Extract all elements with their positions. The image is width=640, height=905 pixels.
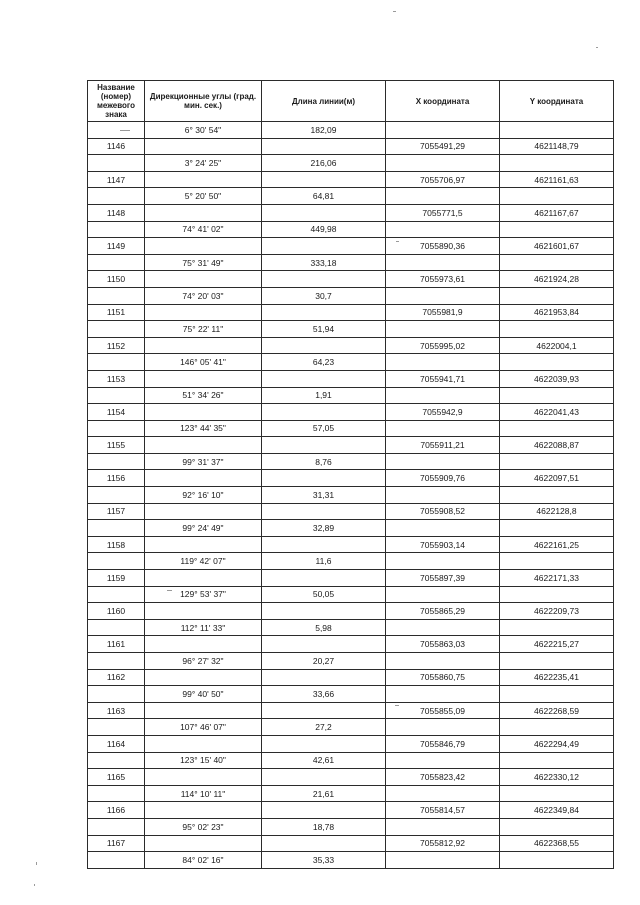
table-row-point — [88, 304, 614, 321]
table-body — [88, 122, 614, 869]
direction-angle-cell: 95° 02' 23" — [145, 818, 262, 835]
point-name-cell: 1153 — [88, 370, 145, 387]
point-name-cell: 1149 — [88, 238, 145, 255]
empty-cell — [386, 287, 500, 304]
empty-cell — [500, 818, 614, 835]
empty-cell — [386, 122, 500, 139]
point-name-cell: 1166 — [88, 802, 145, 819]
x-coordinate-cell: 7055942,9 — [386, 404, 500, 421]
line-length-cell: 1,91 — [262, 387, 386, 404]
y-coordinate-cell: 4622368,55 — [500, 835, 614, 852]
header-direction-angle: Дирекционные углы (град. мин. сек.) — [145, 81, 262, 122]
point-name-cell: 1158 — [88, 536, 145, 553]
table-row-segment — [88, 653, 614, 670]
table-row-point — [88, 802, 614, 819]
table-row-segment — [88, 686, 614, 703]
empty-cell — [500, 122, 614, 139]
point-name-cell: 1163 — [88, 702, 145, 719]
direction-angle-cell: 107° 46' 07" — [145, 719, 262, 736]
empty-cell — [145, 570, 262, 587]
line-length-cell: 33,66 — [262, 686, 386, 703]
table-header-row — [88, 81, 614, 122]
empty-cell — [145, 404, 262, 421]
y-coordinate-cell: 4622088,87 — [500, 437, 614, 454]
line-length-cell: 50,05 — [262, 586, 386, 603]
empty-cell — [88, 354, 145, 371]
empty-cell — [262, 404, 386, 421]
empty-cell — [500, 420, 614, 437]
empty-cell — [500, 287, 614, 304]
scan-speckle — [395, 705, 399, 706]
empty-cell — [386, 653, 500, 670]
empty-cell — [386, 354, 500, 371]
empty-cell — [386, 420, 500, 437]
direction-angle-cell: 123° 15' 40" — [145, 752, 262, 769]
x-coordinate-cell: 7055860,75 — [386, 669, 500, 686]
empty-cell — [145, 171, 262, 188]
empty-cell — [145, 204, 262, 221]
line-length-cell: 21,61 — [262, 785, 386, 802]
x-coordinate-cell: 7055814,57 — [386, 802, 500, 819]
empty-cell — [145, 271, 262, 288]
x-coordinate-cell: 7055897,39 — [386, 570, 500, 587]
line-length-cell: 20,27 — [262, 653, 386, 670]
table-row-segment — [88, 818, 614, 835]
line-length-cell: 35,33 — [262, 852, 386, 869]
table-row-segment — [88, 586, 614, 603]
scan-speckle — [120, 130, 130, 131]
empty-cell — [145, 802, 262, 819]
table-row-segment — [88, 122, 614, 139]
x-coordinate-cell: 7055863,03 — [386, 636, 500, 653]
table-row-segment — [88, 387, 614, 404]
empty-cell — [88, 453, 145, 470]
table-row-segment — [88, 553, 614, 570]
empty-cell — [88, 122, 145, 139]
y-coordinate-cell: 4622268,59 — [500, 702, 614, 719]
direction-angle-cell: 119° 42' 07" — [145, 553, 262, 570]
x-coordinate-cell: 7055890,36 — [386, 238, 500, 255]
empty-cell — [88, 586, 145, 603]
table-row-point — [88, 769, 614, 786]
empty-cell — [262, 570, 386, 587]
y-coordinate-cell: 4622039,93 — [500, 370, 614, 387]
line-length-cell: 333,18 — [262, 254, 386, 271]
table-row-segment — [88, 752, 614, 769]
empty-cell — [145, 304, 262, 321]
empty-cell — [500, 254, 614, 271]
line-length-cell: 32,89 — [262, 520, 386, 537]
x-coordinate-cell: 7055909,76 — [386, 470, 500, 487]
line-length-cell: 449,98 — [262, 221, 386, 238]
empty-cell — [262, 802, 386, 819]
empty-cell — [262, 636, 386, 653]
empty-cell — [386, 453, 500, 470]
x-coordinate-cell: 7055981,9 — [386, 304, 500, 321]
empty-cell — [145, 536, 262, 553]
y-coordinate-cell: 4621148,79 — [500, 138, 614, 155]
empty-cell — [262, 503, 386, 520]
point-name-cell: 1156 — [88, 470, 145, 487]
table-row-segment — [88, 785, 614, 802]
empty-cell — [500, 553, 614, 570]
empty-cell — [262, 437, 386, 454]
empty-cell — [88, 155, 145, 172]
empty-cell — [145, 503, 262, 520]
line-length-cell: 216,06 — [262, 155, 386, 172]
empty-cell — [262, 769, 386, 786]
empty-cell — [500, 785, 614, 802]
empty-cell — [386, 155, 500, 172]
table-row-point — [88, 437, 614, 454]
empty-cell — [262, 603, 386, 620]
line-length-cell: 42,61 — [262, 752, 386, 769]
empty-cell — [386, 520, 500, 537]
table-row-segment — [88, 188, 614, 205]
direction-angle-cell: 129° 53' 37" — [145, 586, 262, 603]
y-coordinate-cell: 4622171,33 — [500, 570, 614, 587]
empty-cell — [88, 785, 145, 802]
scan-speckle — [393, 11, 396, 12]
empty-cell — [88, 387, 145, 404]
empty-cell — [386, 752, 500, 769]
empty-cell — [88, 188, 145, 205]
empty-cell — [145, 636, 262, 653]
table-row-point — [88, 337, 614, 354]
scan-speckle — [36, 862, 37, 865]
empty-cell — [386, 387, 500, 404]
empty-cell — [145, 735, 262, 752]
empty-cell — [500, 221, 614, 238]
table-row-segment — [88, 719, 614, 736]
x-coordinate-cell: 7055812,92 — [386, 835, 500, 852]
line-length-cell: 182,09 — [262, 122, 386, 139]
point-name-cell: 1160 — [88, 603, 145, 620]
line-length-cell: 64,23 — [262, 354, 386, 371]
table-row-point — [88, 603, 614, 620]
empty-cell — [145, 769, 262, 786]
empty-cell — [386, 719, 500, 736]
y-coordinate-cell: 4622209,73 — [500, 603, 614, 620]
direction-angle-cell: 3° 24' 25" — [145, 155, 262, 172]
point-name-cell: 1150 — [88, 271, 145, 288]
table-row-point — [88, 835, 614, 852]
x-coordinate-cell: 7055823,42 — [386, 769, 500, 786]
header-line-length: Длина линии(м) — [262, 81, 386, 122]
empty-cell — [88, 553, 145, 570]
empty-cell — [262, 735, 386, 752]
empty-cell — [88, 254, 145, 271]
y-coordinate-cell: 4622004,1 — [500, 337, 614, 354]
point-name-cell: 1152 — [88, 337, 145, 354]
table-row-segment — [88, 487, 614, 504]
direction-angle-cell: 112° 11' 33" — [145, 619, 262, 636]
empty-cell — [145, 470, 262, 487]
empty-cell — [500, 653, 614, 670]
scan-speckle — [34, 884, 35, 886]
empty-cell — [500, 354, 614, 371]
table-row-point — [88, 536, 614, 553]
point-name-cell: 1155 — [88, 437, 145, 454]
empty-cell — [88, 287, 145, 304]
line-length-cell: 31,31 — [262, 487, 386, 504]
y-coordinate-cell: 4622041,43 — [500, 404, 614, 421]
scan-speckle — [596, 47, 598, 48]
empty-cell — [262, 304, 386, 321]
y-coordinate-cell: 4622294,49 — [500, 735, 614, 752]
x-coordinate-cell: 7055903,14 — [386, 536, 500, 553]
empty-cell — [262, 702, 386, 719]
x-coordinate-cell: 7055911,21 — [386, 437, 500, 454]
point-name-cell: 1162 — [88, 669, 145, 686]
direction-angle-cell: 74° 41' 02" — [145, 221, 262, 238]
empty-cell — [500, 520, 614, 537]
empty-cell — [262, 536, 386, 553]
empty-cell — [262, 669, 386, 686]
direction-angle-cell: 5° 20' 50" — [145, 188, 262, 205]
empty-cell — [145, 337, 262, 354]
y-coordinate-cell: 4621601,67 — [500, 238, 614, 255]
empty-cell — [262, 470, 386, 487]
empty-cell — [386, 221, 500, 238]
y-coordinate-cell: 4622161,25 — [500, 536, 614, 553]
empty-cell — [88, 653, 145, 670]
point-name-cell: 1147 — [88, 171, 145, 188]
empty-cell — [500, 619, 614, 636]
table-row-segment — [88, 520, 614, 537]
empty-cell — [88, 420, 145, 437]
empty-cell — [386, 188, 500, 205]
table-row-point — [88, 271, 614, 288]
empty-cell — [88, 719, 145, 736]
x-coordinate-cell: 7055973,61 — [386, 271, 500, 288]
point-name-cell: 1154 — [88, 404, 145, 421]
header-mark-name: Название (номер) межевого знака — [88, 81, 145, 122]
y-coordinate-cell: 4622215,27 — [500, 636, 614, 653]
table-row-segment — [88, 852, 614, 869]
point-name-cell: 1164 — [88, 735, 145, 752]
scan-speckle — [396, 241, 399, 242]
line-length-cell: 30,7 — [262, 287, 386, 304]
y-coordinate-cell: 4621924,28 — [500, 271, 614, 288]
y-coordinate-cell: 4622128,8 — [500, 503, 614, 520]
line-length-cell: 8,76 — [262, 453, 386, 470]
point-name-cell: 1167 — [88, 835, 145, 852]
empty-cell — [386, 619, 500, 636]
point-name-cell: 1146 — [88, 138, 145, 155]
header-x-coordinate: X координата — [386, 81, 500, 122]
direction-angle-cell: 6° 30' 54" — [145, 122, 262, 139]
boundary-coordinates-table — [87, 80, 614, 869]
empty-cell — [88, 520, 145, 537]
table-row-point — [88, 404, 614, 421]
table-row-segment — [88, 453, 614, 470]
direction-angle-cell: 146° 05' 41" — [145, 354, 262, 371]
empty-cell — [262, 271, 386, 288]
empty-cell — [145, 603, 262, 620]
table-row-point — [88, 470, 614, 487]
table-row-point — [88, 570, 614, 587]
table-row-point — [88, 702, 614, 719]
direction-angle-cell: 99° 31' 37" — [145, 453, 262, 470]
x-coordinate-cell: 7055941,71 — [386, 370, 500, 387]
empty-cell — [145, 370, 262, 387]
empty-cell — [500, 387, 614, 404]
table-row-point — [88, 204, 614, 221]
direction-angle-cell: 84° 02' 16" — [145, 852, 262, 869]
empty-cell — [500, 752, 614, 769]
line-length-cell: 51,94 — [262, 321, 386, 338]
empty-cell — [386, 686, 500, 703]
x-coordinate-cell: 7055855,09 — [386, 702, 500, 719]
empty-cell — [145, 437, 262, 454]
y-coordinate-cell: 4622349,84 — [500, 802, 614, 819]
empty-cell — [500, 586, 614, 603]
empty-cell — [500, 487, 614, 504]
empty-cell — [145, 835, 262, 852]
y-coordinate-cell: 4622330,12 — [500, 769, 614, 786]
empty-cell — [500, 719, 614, 736]
table-row-segment — [88, 221, 614, 238]
empty-cell — [500, 321, 614, 338]
direction-angle-cell: 123° 44' 35" — [145, 420, 262, 437]
table-row-point — [88, 238, 614, 255]
direction-angle-cell: 75° 31' 49" — [145, 254, 262, 271]
empty-cell — [262, 370, 386, 387]
empty-cell — [386, 852, 500, 869]
y-coordinate-cell: 4621167,67 — [500, 204, 614, 221]
scan-speckle — [167, 590, 172, 591]
point-name-cell: 1151 — [88, 304, 145, 321]
table-row-point — [88, 171, 614, 188]
x-coordinate-cell: 7055771,5 — [386, 204, 500, 221]
empty-cell — [386, 321, 500, 338]
y-coordinate-cell: 4621161,63 — [500, 171, 614, 188]
point-name-cell: 1159 — [88, 570, 145, 587]
point-name-cell: 1161 — [88, 636, 145, 653]
table-row-segment — [88, 254, 614, 271]
empty-cell — [386, 586, 500, 603]
y-coordinate-cell: 4621953,84 — [500, 304, 614, 321]
empty-cell — [88, 752, 145, 769]
empty-cell — [386, 553, 500, 570]
empty-cell — [262, 238, 386, 255]
direction-angle-cell: 51° 34' 26" — [145, 387, 262, 404]
direction-angle-cell: 74° 20' 03" — [145, 287, 262, 304]
x-coordinate-cell: 7055846,79 — [386, 735, 500, 752]
line-length-cell: 11,6 — [262, 553, 386, 570]
direction-angle-cell: 99° 24' 49" — [145, 520, 262, 537]
empty-cell — [262, 337, 386, 354]
line-length-cell: 18,78 — [262, 818, 386, 835]
point-name-cell: 1157 — [88, 503, 145, 520]
direction-angle-cell: 92° 16' 10" — [145, 487, 262, 504]
empty-cell — [262, 204, 386, 221]
y-coordinate-cell: 4622097,51 — [500, 470, 614, 487]
empty-cell — [145, 702, 262, 719]
line-length-cell: 27,2 — [262, 719, 386, 736]
table-row-segment — [88, 321, 614, 338]
empty-cell — [500, 852, 614, 869]
x-coordinate-cell: 7055908,52 — [386, 503, 500, 520]
table-row-segment — [88, 420, 614, 437]
empty-cell — [88, 487, 145, 504]
empty-cell — [500, 188, 614, 205]
line-length-cell: 57,05 — [262, 420, 386, 437]
line-length-cell: 64,81 — [262, 188, 386, 205]
table-row-point — [88, 669, 614, 686]
empty-cell — [500, 453, 614, 470]
x-coordinate-cell: 7055491,29 — [386, 138, 500, 155]
table-row-point — [88, 636, 614, 653]
point-name-cell: 1148 — [88, 204, 145, 221]
empty-cell — [88, 852, 145, 869]
empty-cell — [262, 835, 386, 852]
point-name-cell: 1165 — [88, 769, 145, 786]
table-row-segment — [88, 619, 614, 636]
table-row-segment — [88, 354, 614, 371]
direction-angle-cell: 75° 22' 11" — [145, 321, 262, 338]
x-coordinate-cell: 7055995,02 — [386, 337, 500, 354]
y-coordinate-cell: 4622235,41 — [500, 669, 614, 686]
empty-cell — [386, 785, 500, 802]
empty-cell — [145, 238, 262, 255]
empty-cell — [88, 221, 145, 238]
direction-angle-cell: 96° 27' 32" — [145, 653, 262, 670]
header-y-coordinate: Y координата — [500, 81, 614, 122]
table-row-point — [88, 138, 614, 155]
empty-cell — [386, 254, 500, 271]
table-row-point — [88, 503, 614, 520]
empty-cell — [88, 686, 145, 703]
table-row-point — [88, 370, 614, 387]
x-coordinate-cell: 7055706,97 — [386, 171, 500, 188]
empty-cell — [386, 487, 500, 504]
empty-cell — [145, 669, 262, 686]
table-row-segment — [88, 155, 614, 172]
empty-cell — [88, 321, 145, 338]
empty-cell — [145, 138, 262, 155]
direction-angle-cell: 99° 40' 50" — [145, 686, 262, 703]
table-row-point — [88, 735, 614, 752]
empty-cell — [500, 686, 614, 703]
empty-cell — [88, 619, 145, 636]
line-length-cell: 5,98 — [262, 619, 386, 636]
empty-cell — [500, 155, 614, 172]
direction-angle-cell: 114° 10' 11" — [145, 785, 262, 802]
empty-cell — [262, 138, 386, 155]
x-coordinate-cell: 7055865,29 — [386, 603, 500, 620]
empty-cell — [386, 818, 500, 835]
empty-cell — [262, 171, 386, 188]
table-row-segment — [88, 287, 614, 304]
empty-cell — [88, 818, 145, 835]
